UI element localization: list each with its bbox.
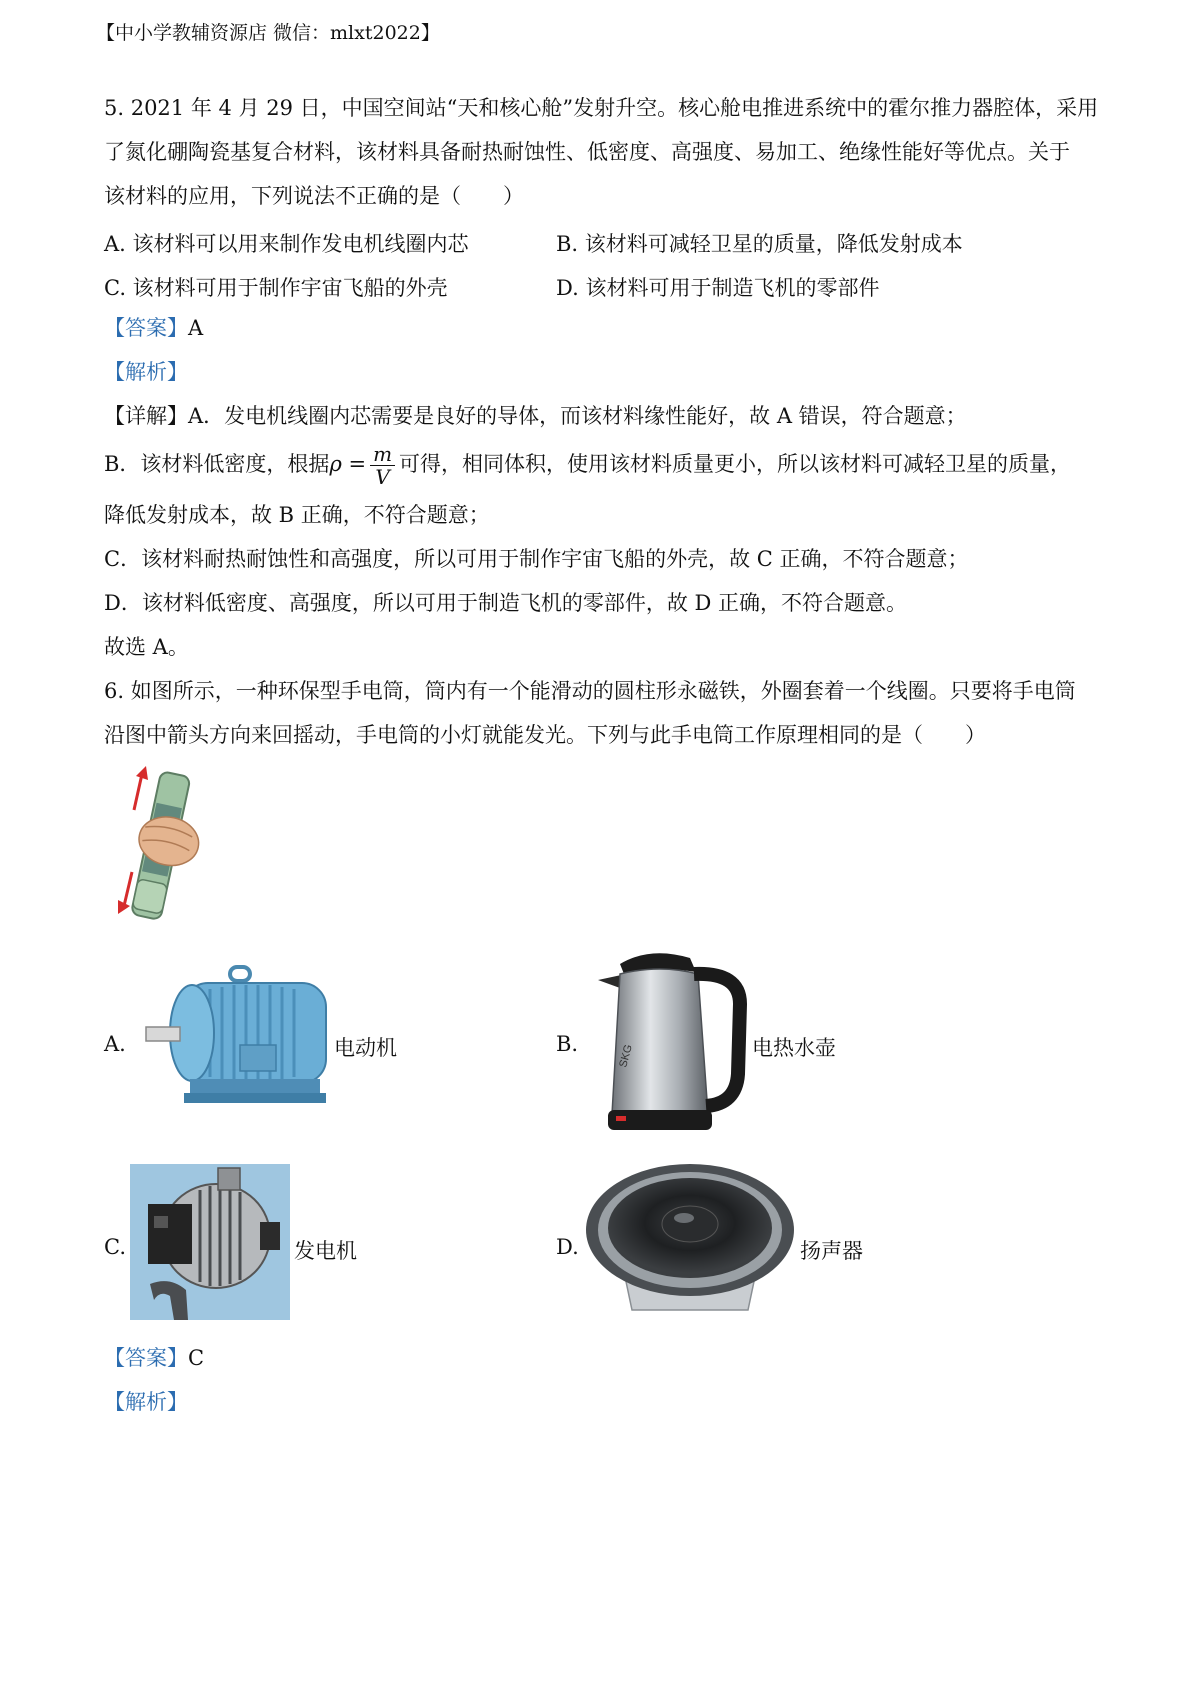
- q6-stem-line-2: 沿图中箭头方向来回摇动，手电筒的小灯就能发光。下列与此手电筒工作原理相同的是（ ）: [104, 723, 986, 747]
- answer-tag: 【答案】: [104, 1346, 188, 1370]
- generator-icon: [130, 1164, 290, 1320]
- q5-option-c: C. 该材料可用于制作宇宙飞船的外壳: [104, 276, 448, 300]
- density-formula-lhs: ρ =: [329, 452, 367, 476]
- q6-option-c-label: 发电机: [294, 1239, 357, 1263]
- q6-analysis-tag: 【解析】: [104, 1390, 188, 1414]
- electric-motor-icon: [140, 965, 340, 1113]
- fraction-denominator: V: [375, 465, 390, 489]
- q5-detail-c: C．该材料耐热耐蚀性和高强度，所以可用于制作宇宙飞船的外壳，故 C 正确，不符合题意；: [104, 547, 969, 571]
- q6-option-c-letter: C.: [104, 1235, 126, 1259]
- density-fraction: [370, 443, 395, 488]
- q5-analysis-tag: 【解析】: [104, 360, 188, 384]
- q5-stem-line-3: 该材料的应用，下列说法不正确的是（ ）: [104, 184, 524, 208]
- kettle-brand-text: SKG: [617, 1043, 635, 1069]
- q6-option-a-letter: A.: [104, 1032, 126, 1056]
- fraction-numerator: m: [370, 443, 395, 466]
- q6-option-a-label: 电动机: [334, 1036, 397, 1060]
- speaker-icon: [584, 1160, 796, 1318]
- answer-tag: 【答案】: [104, 316, 188, 340]
- detail-b-post: 可得，相同体积，使用该材料质量更小，所以该材料可减轻卫星的质量，: [399, 452, 1072, 476]
- q5-answer: A: [188, 316, 204, 340]
- q6-stem-line-1: 6. 如图所示，一种环保型手电筒，筒内有一个能滑动的圆柱形永磁铁，外圈套着一个线圈。只要将手电筒: [104, 679, 1076, 703]
- q6-answer-line: [104, 1346, 204, 1370]
- q6-option-b-label: 电热水壶: [752, 1036, 836, 1060]
- detail-a-text: A．发电机线圈内芯需要是良好的导体，而该材料缘性能好，故 A 错误，符合题意；: [188, 404, 967, 428]
- q5-detail-b-line-2: 降低发射成本，故 B 正确，不符合题意；: [104, 503, 490, 527]
- q6-option-b-letter: B.: [556, 1032, 579, 1056]
- q6-option-d-label: 扬声器: [800, 1239, 863, 1263]
- detail-b-pre: B．该材料低密度，根据: [104, 452, 330, 476]
- q6-answer: C: [188, 1346, 205, 1370]
- q5-option-b: B. 该材料可减轻卫星的质量，降低发射成本: [556, 232, 963, 256]
- q6-option-d-letter: D.: [556, 1235, 579, 1259]
- header-watermark: 【中小学教辅资源店 微信：mlxt2022】: [96, 22, 440, 44]
- q5-detail-b-line-1: [104, 438, 1071, 490]
- q5-option-d: D. 该材料可用于制造飞机的零部件: [556, 276, 880, 300]
- q5-stem-line-1: 5. 2021 年 4 月 29 日，中国空间站“天和核心舱”发射升空。核心舱电推进系统中的霍尔推力器腔体，采用: [104, 96, 1099, 120]
- detail-tag: 【详解】: [104, 404, 188, 428]
- electric-kettle-icon: [590, 944, 750, 1140]
- q5-option-a: A. 该材料可以用来制作发电机线圈内芯: [104, 232, 469, 256]
- shake-flashlight-figure: [108, 764, 208, 924]
- q5-detail-d: D．该材料低密度、高强度，所以可用于制造飞机的零部件，故 D 正确，不符合题意。: [104, 591, 908, 615]
- q5-answer-line: [104, 316, 203, 340]
- q5-stem-line-2: 了氮化硼陶瓷基复合材料，该材料具备耐热耐蚀性、低密度、高强度、易加工、绝缘性能好等优点。关于: [104, 140, 1070, 164]
- q5-conclusion: 故选 A。: [104, 635, 189, 659]
- q5-detail-a: [104, 404, 967, 428]
